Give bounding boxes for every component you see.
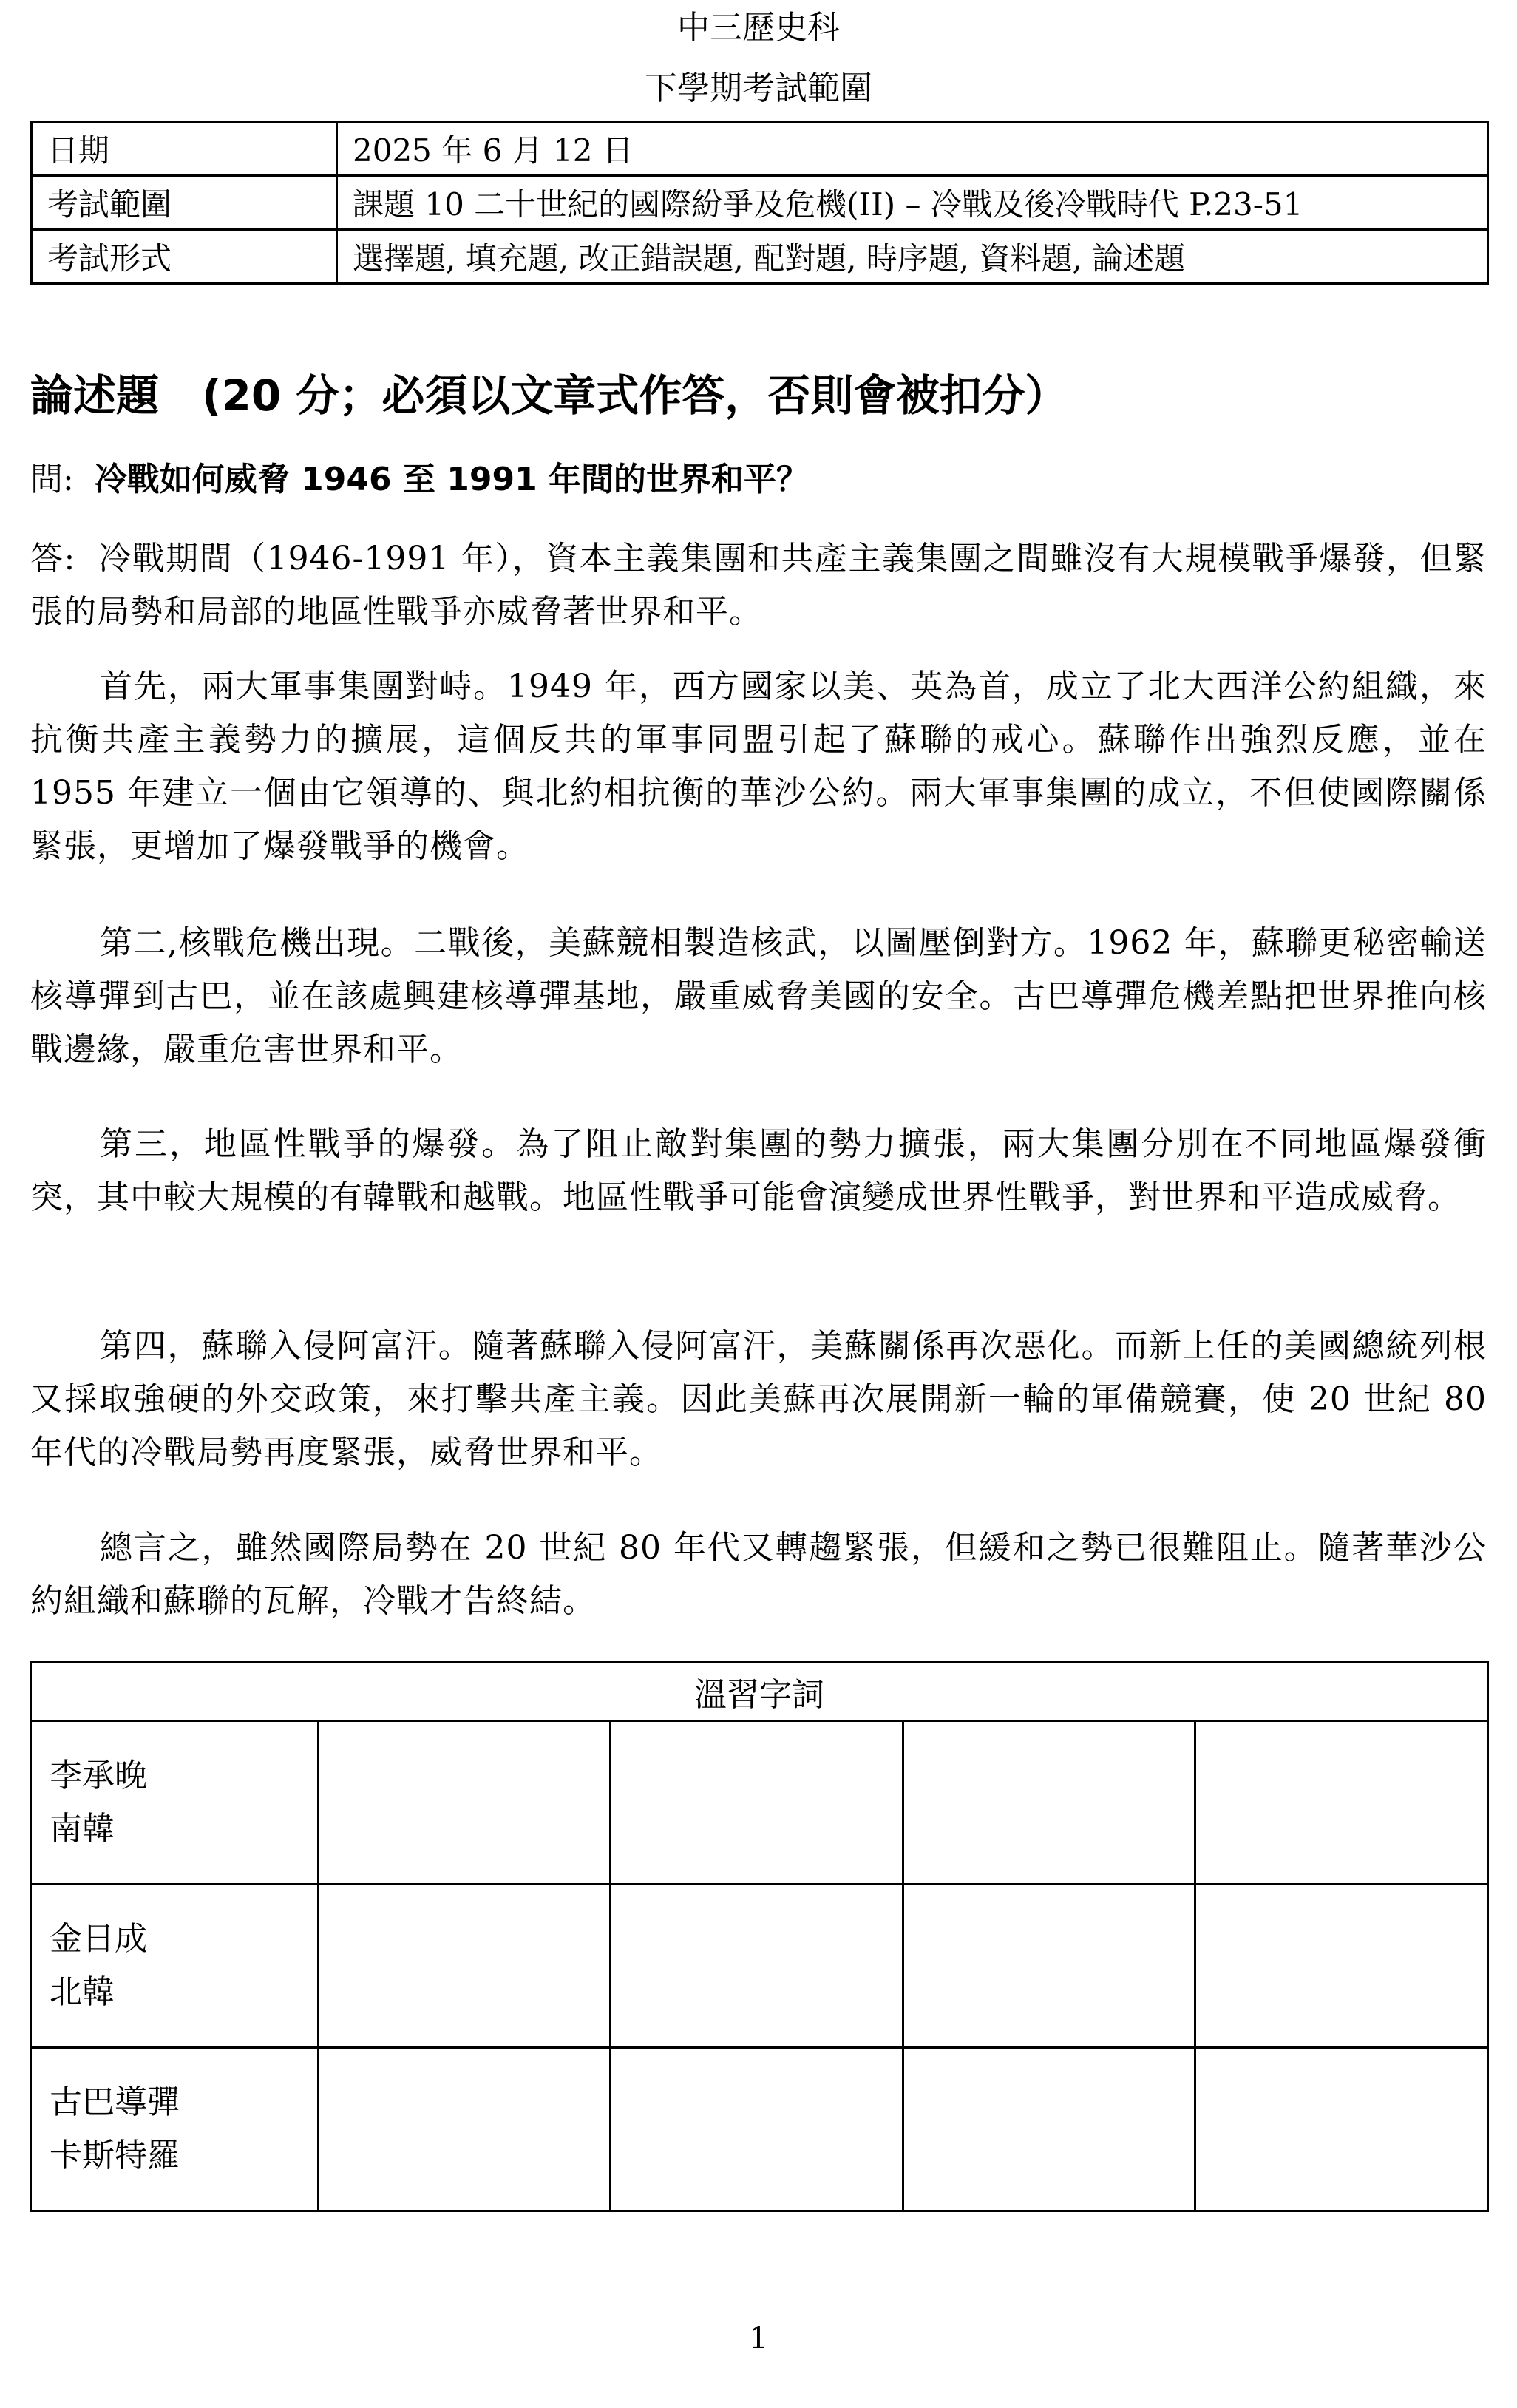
vocab-term-line: 金日成 [50, 1920, 147, 1958]
blank-cell [611, 1885, 903, 2048]
blank-cell [1195, 1721, 1488, 1885]
blank-cell [318, 1885, 611, 2048]
table-row [32, 122, 1488, 176]
blank-cell [903, 1721, 1195, 1885]
blank-cell [1195, 1885, 1488, 2048]
exam-title: 下學期考試範圍 [645, 69, 872, 107]
table-row [31, 1885, 1488, 2048]
vocab-term-line: 李承晚 [50, 1757, 147, 1794]
exam-info-table [30, 121, 1489, 285]
info-label-scope: 考試範圍 [32, 176, 337, 230]
info-label-format: 考試形式 [32, 230, 337, 284]
answer-paragraph-conclusion: 總言之，雖然國際局勢在 20 世紀 80 年代又轉趨緊張，但緩和之勢已很難阻止。隨著華沙公約組織和蘇聯的瓦解，冷戰才告終結。 [30, 1529, 1487, 1620]
info-label-date: 日期 [32, 122, 337, 176]
answer-paragraph-intro [30, 532, 1487, 639]
blank-cell [318, 1721, 611, 1885]
subject-title: 中三歷史科 [677, 9, 840, 47]
vocab-term [31, 1721, 319, 1885]
vocab-term [31, 1885, 319, 2048]
table-row [32, 176, 1488, 230]
blank-cell [318, 2048, 611, 2211]
essay-question [30, 452, 809, 500]
table-row [31, 1663, 1488, 1721]
vocab-term [31, 2048, 319, 2211]
blank-cell [1195, 2048, 1488, 2211]
info-value-format: 選擇題, 填充題, 改正錯誤題, 配對題, 時序題, 資料題, 論述題 [337, 230, 1488, 284]
answer-text: 冷戰期間（1946-1991 年），資本主義集團和共產主義集團之間雖沒有大規模戰爭爆發，但緊張的局勢和局部的地區性戰爭亦威脅著世界和平。 [30, 540, 1487, 631]
vocab-term-line: 卡斯特羅 [50, 2137, 180, 2174]
answer-label: 答: [30, 540, 76, 577]
info-value-scope: 課題 10 二十世紀的國際紛爭及危機(II) – 冷戰及後冷戰時代 P.23-51 [337, 176, 1488, 230]
table-row [31, 2048, 1488, 2211]
vocab-table [30, 1661, 1489, 2212]
answer-paragraph: 第二,核戰危機出現。二戰後，美蘇競相製造核武，以圖壓倒對方。1962 年，蘇聯更秘密輸送核導彈到古巴，並在該處興建核導彈基地，嚴重威脅美國的安全。古巴導彈危機差點把世界推向核戰邊緣，嚴重危害世界和平。 [30, 924, 1487, 1068]
vocab-term-line: 北韓 [50, 1973, 115, 2011]
essay-heading: 論述題 (20 分；必須以文章式作答，否則會被扣分） [30, 370, 1068, 421]
table-row [31, 1721, 1488, 1885]
question-text: 冷戰如何威脅 1946 至 1991 年間的世界和平？ [94, 461, 810, 498]
vocab-title: 溫習字詞 [31, 1663, 1488, 1721]
table-row [32, 230, 1488, 284]
blank-cell [611, 2048, 903, 2211]
answer-paragraph: 第四，蘇聯入侵阿富汗。隨著蘇聯入侵阿富汗，美蘇關係再次惡化。而新上任的美國總統列根又採取強硬的外交政策，來打擊共產主義。因此美蘇再次展開新一輪的軍備競賽，使 20 世紀 80 年代的冷戰局勢再度緊張，威脅世界和平。 [30, 1327, 1487, 1471]
vocab-term-line: 南韓 [50, 1810, 115, 1848]
vocab-term-line: 古巴導彈 [50, 2083, 180, 2121]
answer-paragraph: 第三，地區性戰爭的爆發。為了阻止敵對集團的勢力擴張，兩大集團分別在不同地區爆發衝突，其中較大規模的有韓戰和越戰。地區性戰爭可能會演變成世界性戰爭，對世界和平造成威脅。 [30, 1125, 1487, 1216]
blank-cell [903, 2048, 1195, 2211]
info-value-date: 2025 年 6 月 12 日 [337, 122, 1488, 176]
page-number: 1 [749, 2321, 768, 2356]
blank-cell [903, 1885, 1195, 2048]
blank-cell [611, 1721, 903, 1885]
question-label: 問: [30, 461, 74, 498]
answer-paragraph: 首先，兩大軍事集團對峙。1949 年，西方國家以美、英為首，成立了北大西洋公約組織，來抗衡共產主義勢力的擴展，這個反共的軍事同盟引起了蘇聯的戒心。蘇聯作出強烈反應，並在 1955 年建立一個由它領導的、與北約相抗衡的華沙公約。兩大軍事集團的成立，不但使國際關係緊張，更增加了爆發戰爭的機會。 [30, 668, 1487, 865]
